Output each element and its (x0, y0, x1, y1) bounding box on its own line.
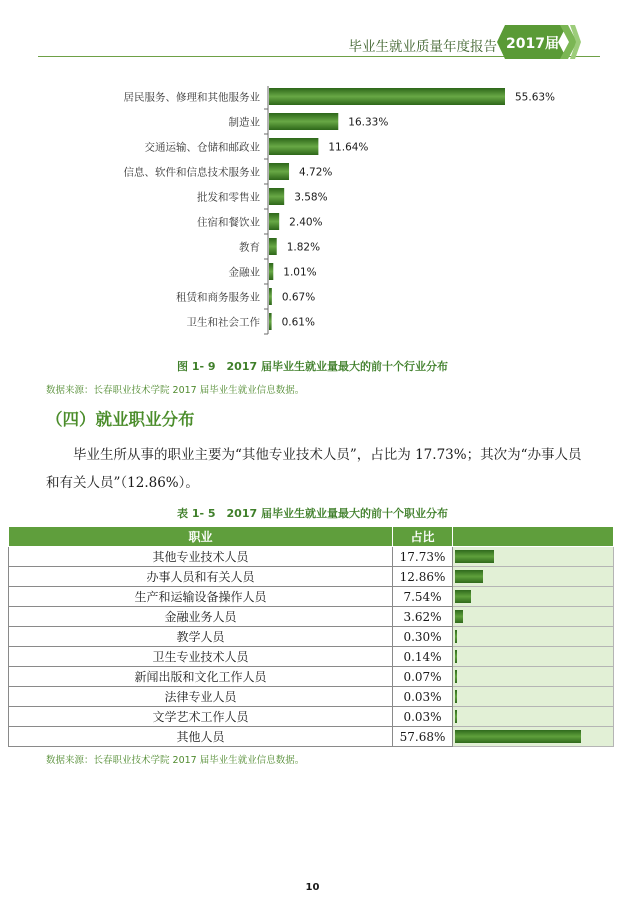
occupation-bar-cell (453, 727, 614, 747)
category-label: 租赁和商务服务业 (176, 291, 260, 304)
occupation-bar-cell (453, 707, 614, 727)
table-row (9, 587, 614, 607)
section-title: （四）就业职业分布 (46, 410, 195, 429)
occupation-share: 0.03% (393, 687, 453, 707)
occupation-bar-cell (453, 587, 614, 607)
table-row (9, 627, 614, 647)
occupation-share-bar (455, 710, 457, 723)
bar (269, 213, 279, 230)
year-badge: 2017届 (506, 36, 559, 52)
occupation-name: 文学艺术工作人员 (9, 707, 393, 727)
header-share: 占比 (393, 527, 453, 547)
section-paragraph: 毕业生所从事的职业主要为“其他专业技术人员”，占比为 17.73%；其次为“办事人员和有关人员”（12.86%）。 (46, 447, 582, 491)
data-label: 1.82% (286, 241, 321, 254)
data-label: 4.72% (299, 166, 333, 179)
occupation-share: 3.62% (393, 607, 453, 627)
bar (269, 288, 272, 305)
data-label: 0.67% (281, 291, 316, 304)
bar (269, 88, 505, 105)
table-row (9, 667, 614, 687)
occupation-share: 0.30% (393, 627, 453, 647)
occupation-share: 7.54% (393, 587, 453, 607)
data-label: 2.40% (289, 216, 323, 229)
table-row (9, 567, 614, 587)
bar (269, 138, 318, 155)
category-label: 住宿和餐饮业 (197, 216, 260, 229)
occupation-name: 其他专业技术人员 (9, 547, 393, 567)
bar (269, 113, 338, 130)
category-label: 卫生和社会工作 (186, 316, 260, 329)
category-label: 信息、软件和信息技术服务业 (123, 166, 260, 179)
table-row (9, 607, 614, 627)
occupation-table (8, 526, 614, 747)
table-row (9, 727, 614, 747)
occupation-name: 生产和运输设备操作人员 (9, 587, 393, 607)
figure-caption: 图 1- 9 2017 届毕业生就业量最大的前十个行业分布 (177, 360, 448, 373)
occupation-share-bar (455, 610, 463, 623)
occupation-share-bar (455, 570, 483, 583)
occupation-share-bar (455, 550, 494, 563)
occupation-name: 新闻出版和文化工作人员 (9, 667, 393, 687)
occupation-share: 12.86% (393, 567, 453, 587)
category-label: 金融业 (228, 266, 260, 279)
occupation-bar-cell (453, 667, 614, 687)
bar (269, 313, 272, 330)
page-header (0, 0, 625, 70)
occupation-share-bar (455, 650, 457, 663)
occupation-bar-cell (453, 647, 614, 667)
category-label: 居民服务、修理和其他服务业 (123, 91, 260, 104)
bar (269, 263, 273, 280)
occupation-share-bar (455, 670, 457, 683)
occupation-name: 卫生专业技术人员 (9, 647, 393, 667)
occupation-share-bar (455, 730, 581, 743)
occupation-share-bar (455, 590, 471, 603)
occupation-bar-cell (453, 627, 614, 647)
category-label: 交通运输、仓储和邮政业 (144, 141, 260, 154)
occupation-name: 办事人员和有关人员 (9, 567, 393, 587)
data-label: 0.61% (281, 316, 315, 329)
data-label: 3.58% (294, 191, 328, 204)
category-label: 批发和零售业 (197, 191, 260, 204)
occupation-share-bar (455, 630, 457, 643)
header-occupation: 职业 (9, 527, 393, 547)
occupation-name: 其他人员 (9, 727, 393, 747)
bar (269, 188, 284, 205)
table-row (9, 687, 614, 707)
category-label: 教育 (239, 241, 260, 254)
occupation-bar-cell (453, 547, 614, 567)
industry-bar-chart (0, 80, 625, 342)
table-row (9, 547, 614, 567)
occupation-bar-cell (453, 607, 614, 627)
figure-source: 数据来源：长春职业技术学院 2017 届毕业生就业信息数据。 (46, 385, 305, 396)
report-title: 毕业生就业质量年度报告 (348, 39, 497, 55)
data-label: 11.64% (328, 141, 369, 154)
data-label: 55.63% (515, 91, 556, 104)
occupation-bar-cell (453, 687, 614, 707)
occupation-name: 法律专业人员 (9, 687, 393, 707)
page-number: 10 (305, 882, 320, 893)
table-row (9, 707, 614, 727)
occupation-share: 0.03% (393, 707, 453, 727)
occupation-share: 0.14% (393, 647, 453, 667)
data-label: 16.33% (348, 116, 389, 129)
table-header-row (9, 527, 614, 547)
bar (269, 163, 289, 180)
data-label: 1.01% (283, 266, 317, 279)
category-label: 制造业 (228, 116, 260, 129)
table-row (9, 647, 614, 667)
occupation-share: 17.73% (393, 547, 453, 567)
occupation-bar-cell (453, 567, 614, 587)
occupation-share: 57.68% (393, 727, 453, 747)
occupation-name: 金融业务人员 (9, 607, 393, 627)
occupation-share-bar (455, 690, 457, 703)
table-caption: 表 1- 5 2017 届毕业生就业量最大的前十个职业分布 (177, 507, 448, 520)
header-bar (453, 527, 614, 547)
occupation-share: 0.07% (393, 667, 453, 687)
bar (269, 238, 277, 255)
occupation-name: 教学人员 (9, 627, 393, 647)
table-source: 数据来源：长春职业技术学院 2017 届毕业生就业信息数据。 (46, 755, 305, 766)
